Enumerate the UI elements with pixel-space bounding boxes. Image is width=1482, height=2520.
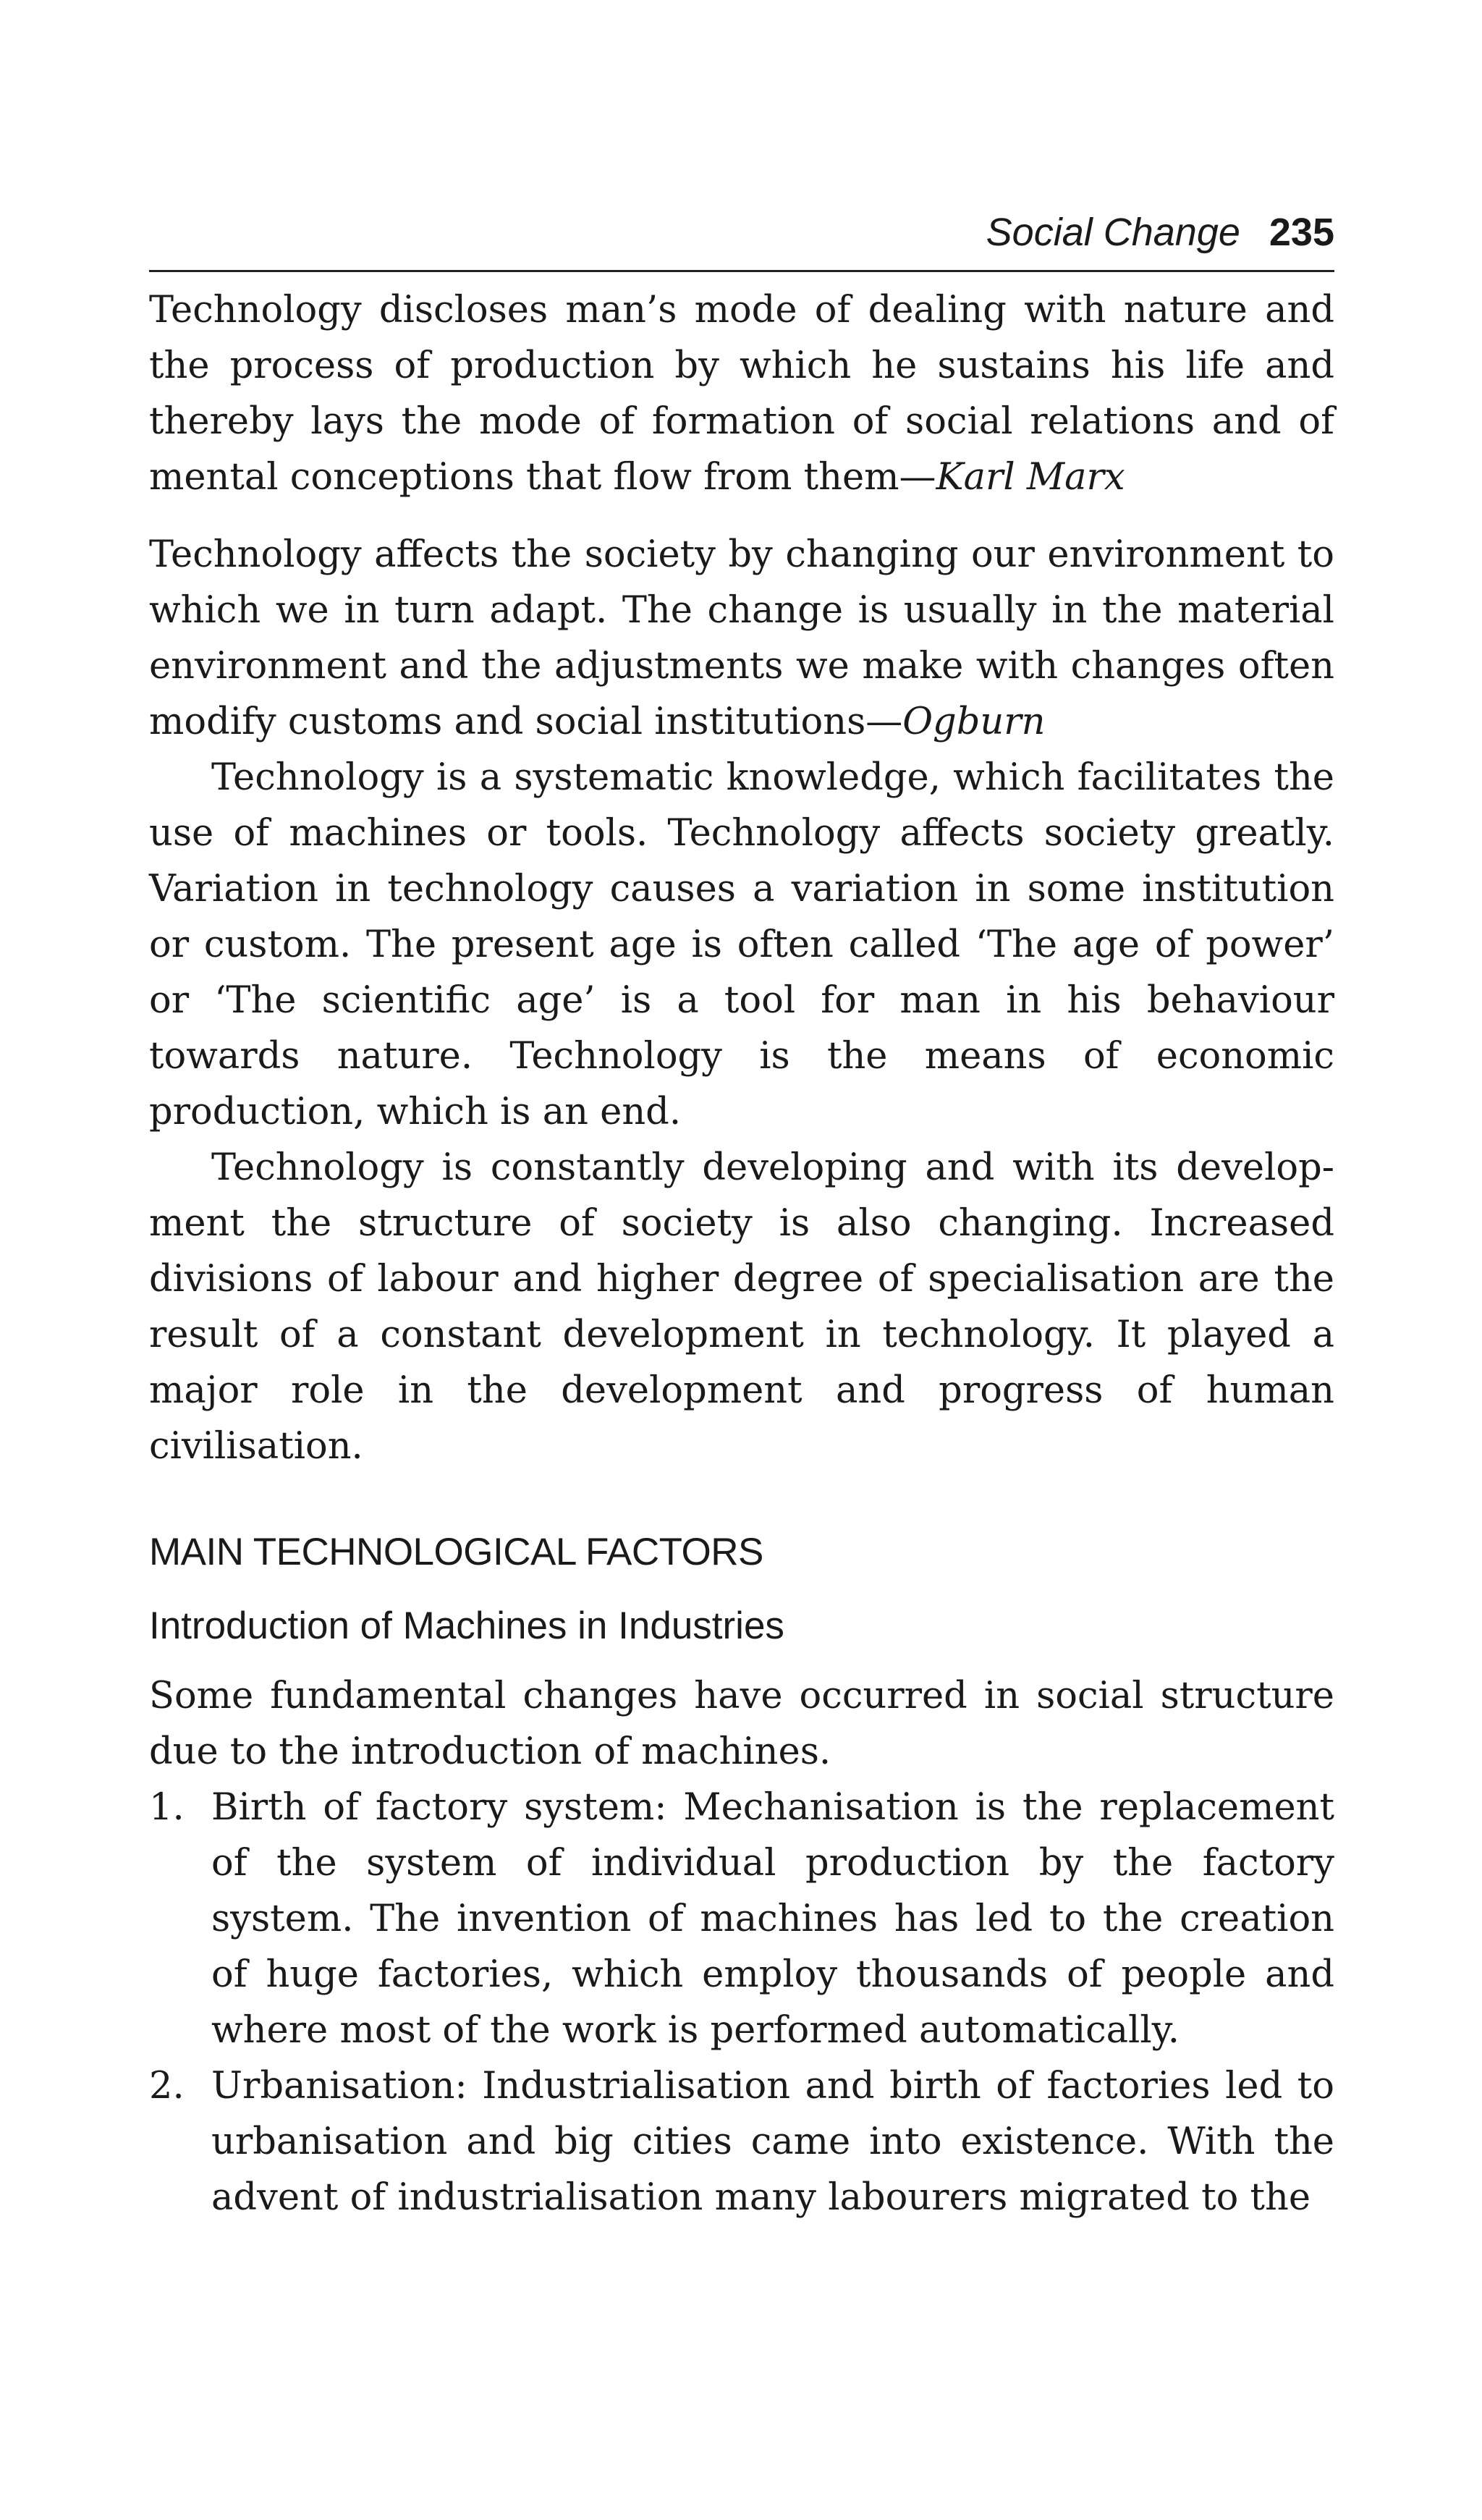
- list-item: [149, 2058, 1334, 2225]
- book-page: [149, 210, 1334, 2225]
- quote-marx-author: Karl Marx: [936, 456, 1125, 499]
- quote-marx-text: Technology discloses man’s mode of dealing with nature and the process of production by which he sustains his life and thereby lays the mode of formation of social relations and of mental conceptions that flow from them—: [149, 289, 1334, 499]
- numbered-list: [149, 1780, 1334, 2225]
- paragraph-technology-definition: Technology is a systematic knowledge, which facilitates the use of machines or tools. Technology affects society greatly. Variation in technology causes a variation in some institution or custom. The present age is often called ‘The age of power’ or ‘The scientific age’ is a tool for man in his behaviour towards nature. Technology is the means of economic production, which is an end.: [149, 756, 1334, 1133]
- section-intro: Some fundamental changes have occurred in social structure due to the introduction of machines.: [149, 1675, 1334, 1773]
- running-header: [149, 210, 1334, 272]
- quote-ogburn-author: Ogburn: [902, 701, 1046, 743]
- header-title: Social Change: [986, 211, 1240, 254]
- quote-marx: [149, 282, 1334, 505]
- paragraph-technology-development: Technology is constantly developing and with its development the structure of society is also changing. Increased divisions of labour and higher degree of specialisation are the result of a constant development in technology. It played a major role in the development and progress of human civilisation.: [149, 1146, 1334, 1468]
- quote-ogburn-text: Technology affects the society by changing our environment to which we in turn adapt. The change is usually in the material environment and the adjustments we make with changes often modify customs and social institutions—: [149, 533, 1334, 743]
- sub-heading: Introduction of Machines in Industries: [149, 1604, 784, 1647]
- page-number: 235: [1269, 211, 1334, 254]
- list-item-text: Birth of factory system: Mechanisation is the replacement of the system of individual production by the factory system. The invention of machines has led to the creation of huge factories, which employ thousands of people and where most of the work is performed automatically.: [211, 1786, 1334, 2052]
- list-item-number: 1.: [149, 1786, 185, 1829]
- quote-ogburn: [149, 527, 1334, 750]
- list-item-number: 2.: [149, 2065, 185, 2107]
- list-item-text: Urbanisation: Industrialisation and birth of factories led to urbanisation and big cities came into existence. With the advent of industrialisation many labourers migrated to the: [211, 2065, 1334, 2219]
- section-heading: MAIN TECHNOLOGICAL FACTORS: [149, 1531, 763, 1573]
- list-item: [149, 1780, 1334, 2058]
